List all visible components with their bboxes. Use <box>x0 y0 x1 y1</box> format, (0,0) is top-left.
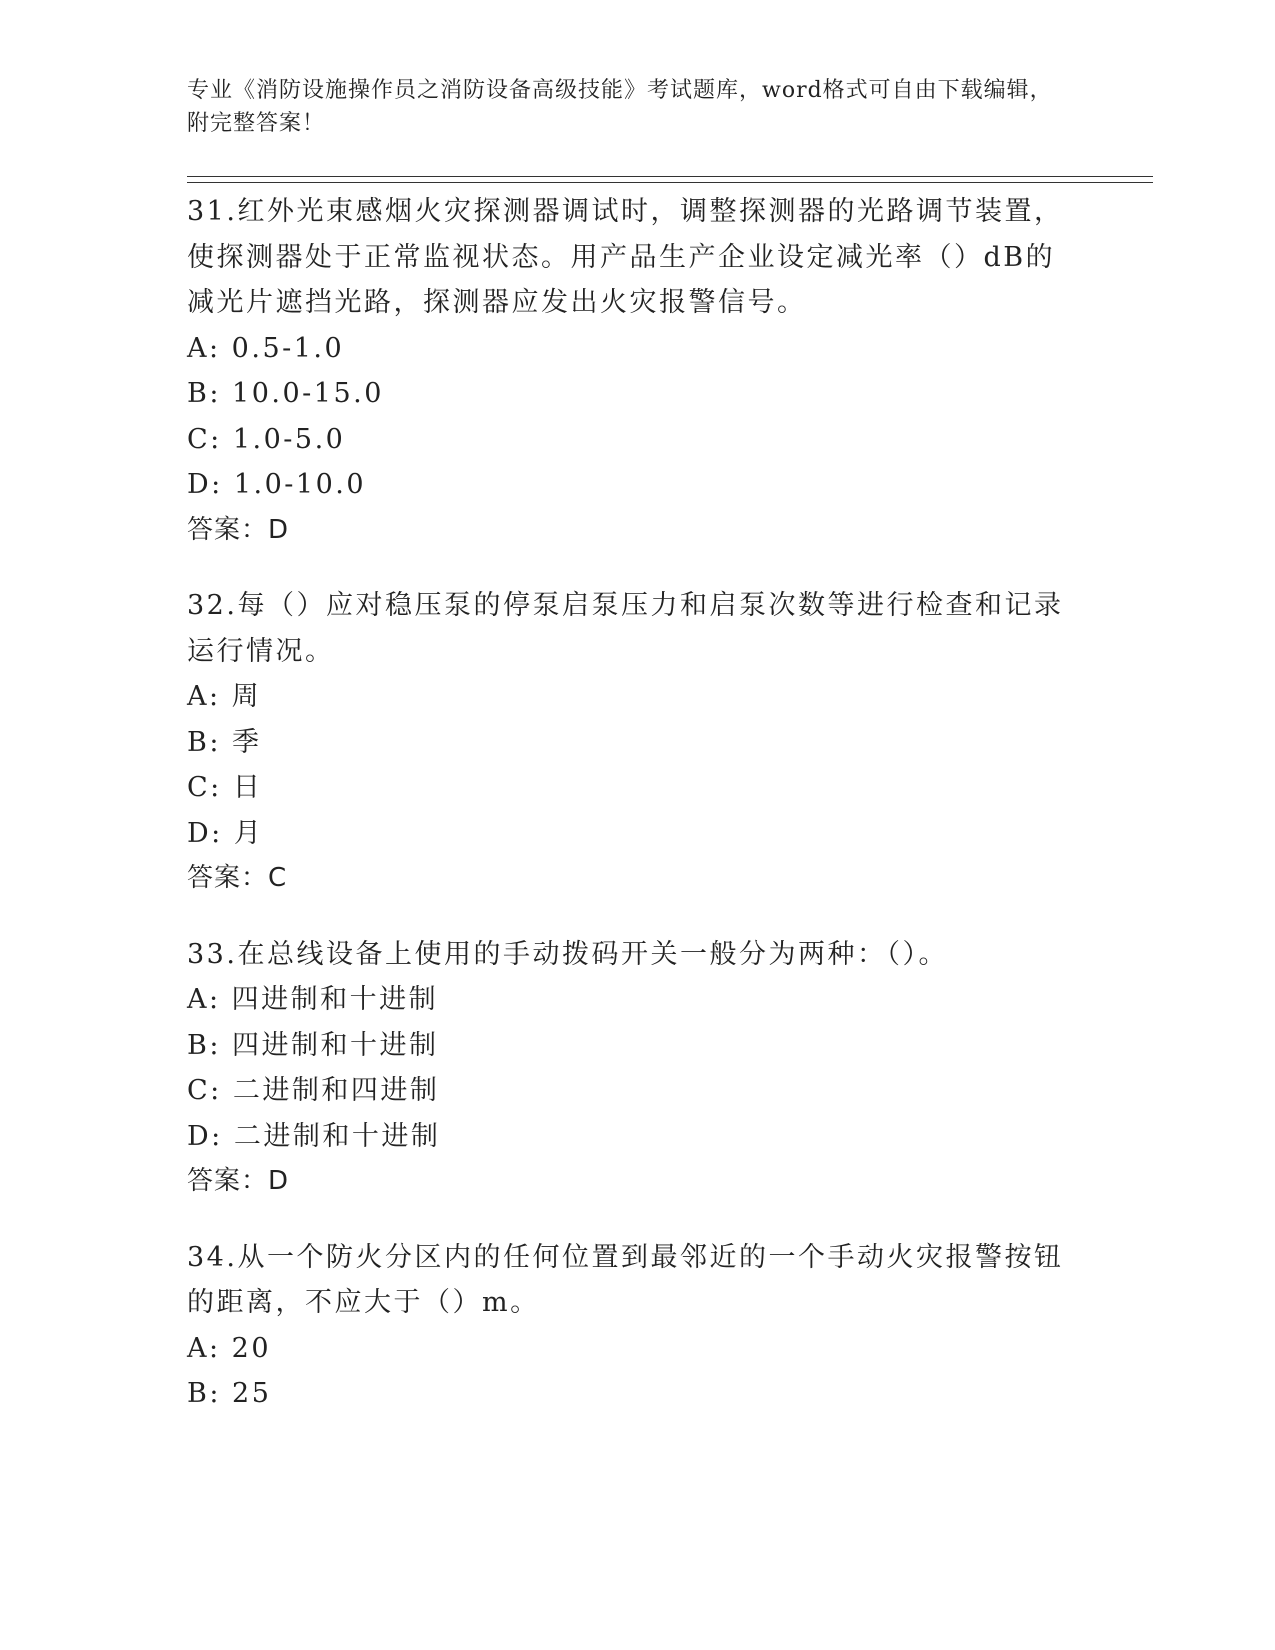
option-b: B: 25 <box>187 1378 272 1409</box>
option-a: A: 周 <box>187 681 262 712</box>
option-a: A: 四进制和十进制 <box>187 984 439 1015</box>
option-c: C: 1.0-5.0 <box>187 423 346 455</box>
option-d: D: 月 <box>187 817 264 849</box>
answer: 答案：D <box>187 514 290 545</box>
option-c: C: 日 <box>187 772 263 803</box>
answer: 答案：C <box>187 863 288 893</box>
question-stem: 33.在总线设备上使用的手动拨码开关一般分为两种：（）。 <box>187 938 948 970</box>
question-stem: 31.红外光束感烟火灾探测器调试时，调整探测器的光路调节装置，使探测器处于正常监视状态。用产品生产企业设定减光率（）dB的减光片遮挡光路，探测器应发出火灾报警信号。 <box>187 196 1064 318</box>
header-divider-bottom <box>187 182 1153 183</box>
option-d: D: 1.0-10.0 <box>187 469 367 500</box>
option-d: D: 二进制和十进制 <box>187 1120 441 1152</box>
answer: 答案：D <box>187 1166 290 1196</box>
option-c: C: 二进制和四进制 <box>187 1075 440 1106</box>
option-b: B: 10.0-15.0 <box>187 378 384 409</box>
question-32 <box>187 583 1077 902</box>
question-list <box>187 189 1077 1447</box>
option-b: B: 四进制和十进制 <box>187 1029 439 1061</box>
header-divider-top <box>187 176 1153 177</box>
question-31 <box>187 189 1077 553</box>
question-stem: 32.每（）应对稳压泵的停泵启泵压力和启泵次数等进行检查和记录运行情况。 <box>187 590 1064 667</box>
option-a: A: 20 <box>187 1332 272 1364</box>
document-header: 专业《消防设施操作员之消防设备高级技能》考试题库，word格式可自由下载编辑，附完整答案！ <box>187 78 1053 136</box>
question-33 <box>187 932 1077 1205</box>
question-stem: 34.从一个防火分区内的任何位置到最邻近的一个手动火灾报警按钮的距离，不应大于（）m。 <box>187 1241 1064 1318</box>
question-34 <box>187 1235 1077 1417</box>
option-a: A: 0.5-1.0 <box>187 332 345 364</box>
option-b: B: 季 <box>187 726 262 758</box>
